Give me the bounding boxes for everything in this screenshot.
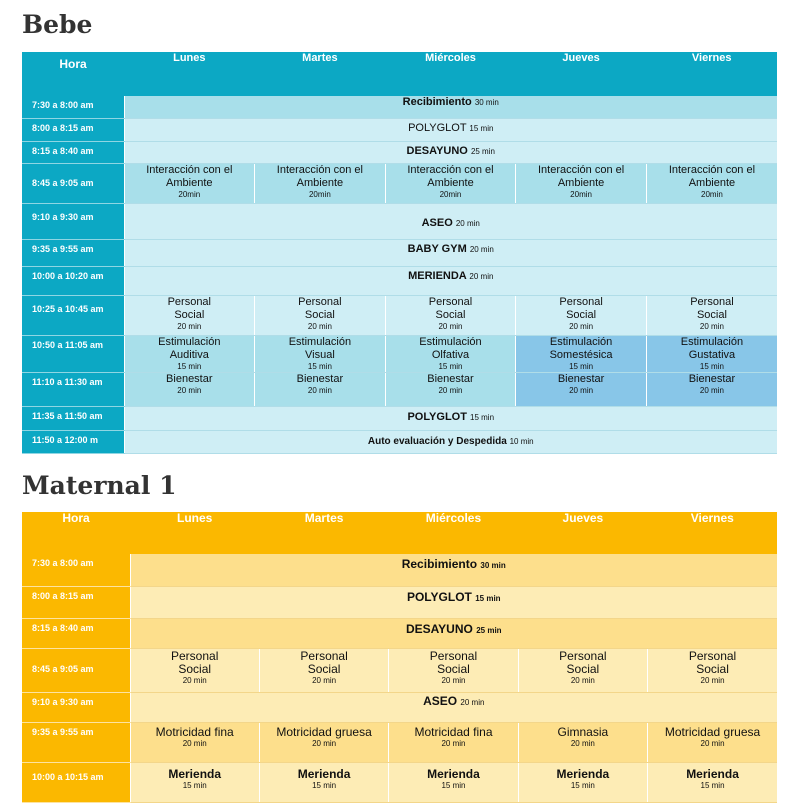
activity-cell — [516, 163, 647, 203]
time-cell: 8:45 a 9:05 am — [22, 648, 130, 692]
activity-label: ASEO — [421, 216, 453, 229]
activity-cell — [124, 372, 255, 406]
activity-cell — [385, 335, 516, 372]
activity-cell — [385, 372, 516, 406]
time-cell: 10:00 a 10:20 am — [22, 266, 124, 295]
section-title-maternal: Maternal 1 — [22, 471, 177, 500]
activity-duration: 20 min — [307, 385, 332, 395]
activity-cell — [259, 722, 388, 762]
activity-line1: Estimulación — [680, 335, 744, 348]
activity-cell — [646, 335, 777, 372]
activity-cell — [259, 762, 388, 802]
activity-line1: Estimulación — [419, 335, 482, 348]
activity-label: ASEO — [423, 693, 458, 708]
activity-duration: 20min — [570, 189, 592, 199]
activity-line2: Somestésica — [549, 348, 613, 361]
time-cell: 7:30 a 8:00 am — [22, 554, 130, 586]
activity-line2: Social — [566, 308, 597, 321]
activity-cell — [648, 722, 777, 762]
time-cell: 8:15 a 8:40 am — [22, 618, 130, 648]
activity-duration: 20 min — [182, 675, 207, 685]
activity-duration: 20 min — [182, 738, 207, 748]
activity-duration: 20min — [439, 189, 462, 199]
activity-duration: 15 min — [182, 780, 207, 790]
schedule-table-bebe — [22, 52, 777, 454]
activity-line1: Motricidad gruesa — [276, 724, 372, 739]
activity-duration: 20 min — [469, 244, 494, 254]
activity-cell — [130, 692, 777, 722]
activity-cell — [124, 266, 777, 295]
activity-cell — [130, 762, 259, 802]
activity-label: POLYGLOT — [407, 410, 467, 423]
activity-duration: 30 min — [480, 561, 506, 570]
header-viernes: Viernes — [646, 52, 777, 96]
table-row — [22, 722, 777, 762]
activity-cell — [130, 554, 777, 586]
activity-duration: 20 min — [699, 321, 724, 331]
header-martes: Martes — [259, 512, 388, 554]
activity-cell — [518, 722, 647, 762]
table-row — [22, 618, 777, 648]
table-row — [22, 239, 777, 266]
activity-line1: Personal — [429, 648, 478, 663]
time-cell: 8:45 a 9:05 am — [22, 163, 124, 203]
activity-duration: 15 min — [699, 361, 724, 371]
activity-label: Recibimiento — [401, 557, 478, 571]
activity-line1: Personal — [300, 648, 348, 663]
activity-cell — [259, 648, 388, 692]
activity-cell — [130, 618, 777, 648]
table-row — [22, 762, 777, 802]
activity-cell — [124, 430, 777, 453]
table-row — [22, 692, 777, 722]
table-row — [22, 335, 777, 372]
activity-line1: Personal — [298, 295, 342, 308]
time-cell: 8:15 a 8:40 am — [22, 141, 124, 163]
activity-duration: 20 min — [570, 738, 595, 748]
activity-cell — [124, 295, 255, 335]
activity-duration: 20 min — [438, 321, 463, 331]
activity-cell — [516, 295, 647, 335]
time-cell: 9:10 a 9:30 am — [22, 692, 130, 722]
activity-duration: 20min — [701, 189, 723, 199]
activity-cell — [385, 163, 516, 203]
header-lunes: Lunes — [124, 52, 255, 96]
activity-line1: Bienestar — [557, 372, 605, 385]
time-cell: 9:35 a 9:55 am — [22, 239, 124, 266]
activity-cell — [255, 335, 386, 372]
table-row — [22, 295, 777, 335]
activity-duration: 15 min — [469, 123, 494, 133]
table-row — [22, 430, 777, 453]
activity-duration: 20 min — [312, 738, 337, 748]
table-row — [22, 96, 777, 118]
activity-duration: 20 min — [460, 697, 485, 707]
time-cell: 11:50 a 12:00 m — [22, 430, 124, 453]
activity-duration: 20min — [178, 189, 201, 199]
header-jueves: Jueves — [518, 512, 647, 554]
activity-line2: Ambiente — [688, 176, 736, 189]
table-row — [22, 648, 777, 692]
activity-duration: 20 min — [438, 385, 463, 395]
activity-line2: Social — [304, 308, 335, 321]
activity-duration: 15 min — [569, 361, 594, 371]
activity-duration: 20 min — [441, 738, 466, 748]
table-row — [22, 406, 777, 430]
time-cell: 11:10 a 11:30 am — [22, 372, 124, 406]
time-cell: 10:50 a 11:05 am — [22, 335, 124, 372]
activity-line1: Personal — [688, 648, 737, 663]
activity-line1: Interacción con el — [537, 163, 625, 176]
activity-duration: 20 min — [312, 675, 337, 685]
header-hora: Hora — [22, 52, 124, 96]
activity-line1: Bienestar — [688, 372, 736, 385]
activity-cell — [389, 722, 518, 762]
activity-cell — [389, 648, 518, 692]
table-row — [22, 141, 777, 163]
activity-line2: Auditiva — [169, 348, 209, 361]
activity-cell — [255, 372, 386, 406]
table-row — [22, 554, 777, 586]
activity-cell — [255, 295, 386, 335]
activity-line1: Bienestar — [427, 372, 474, 385]
activity-cell — [124, 118, 777, 141]
activity-duration: 20 min — [569, 385, 594, 395]
activity-label: BABY GYM — [407, 242, 467, 255]
activity-duration: 20 min — [699, 385, 724, 395]
activity-cell — [255, 163, 386, 203]
activity-line2: Ambiente — [166, 176, 213, 189]
activity-duration: 15 min — [177, 361, 202, 371]
activity-line2: Ambiente — [427, 176, 474, 189]
activity-label: DESAYUNO — [405, 621, 473, 636]
header-miercoles: Miércoles — [385, 52, 516, 96]
activity-line1: Bienestar — [166, 372, 213, 385]
activity-label: MERIENDA — [408, 269, 467, 282]
activity-line1: Interacción con el — [146, 163, 233, 176]
activity-label: Recibimiento — [402, 96, 472, 108]
activity-line1: Merienda — [427, 766, 480, 781]
activity-line2: Social — [174, 308, 205, 321]
activity-cell — [130, 648, 259, 692]
activity-cell — [124, 335, 255, 372]
activity-cell — [124, 239, 777, 266]
activity-duration: 20 min — [441, 675, 466, 685]
activity-line2: Ambiente — [296, 176, 344, 189]
activity-duration: 15 min — [438, 361, 463, 371]
activity-cell — [124, 96, 777, 118]
time-cell: 7:30 a 8:00 am — [22, 96, 124, 118]
activity-cell — [124, 203, 777, 239]
table-header-row — [22, 52, 777, 96]
activity-line1: Merienda — [556, 766, 610, 781]
activity-line2: Social — [178, 661, 212, 676]
activity-line2: Ambiente — [557, 176, 605, 189]
activity-duration: 20min — [308, 189, 331, 199]
activity-line1: Estimulación — [549, 335, 613, 348]
activity-duration: 15 min — [700, 780, 725, 790]
activity-line2: Social — [696, 308, 727, 321]
activity-label: POLYGLOT — [406, 589, 472, 604]
activity-duration: 20 min — [700, 738, 725, 748]
activity-duration: 25 min — [470, 146, 495, 156]
section-title-bebe: Bebe — [22, 10, 93, 39]
activity-line2: Social — [566, 661, 600, 676]
header-miercoles: Miércoles — [389, 512, 518, 554]
activity-duration: 15 min — [470, 412, 495, 422]
activity-line2: Social — [307, 661, 341, 676]
activity-line1: Bienestar — [296, 372, 344, 385]
table-header-row — [22, 512, 777, 554]
activity-cell — [518, 648, 647, 692]
activity-line1: Personal — [690, 295, 734, 308]
activity-cell — [646, 372, 777, 406]
activity-line1: Personal — [167, 295, 211, 308]
header-lunes: Lunes — [130, 512, 259, 554]
table-row — [22, 203, 777, 239]
activity-cell — [516, 335, 647, 372]
activity-cell — [124, 141, 777, 163]
activity-duration: 10 min — [509, 436, 534, 446]
time-cell: 10:00 a 10:15 am — [22, 762, 130, 802]
header-hora: Hora — [22, 512, 130, 554]
activity-line2: Olfativa — [431, 348, 470, 361]
activity-duration: 15 min — [312, 780, 337, 790]
activity-line1: Merienda — [297, 766, 351, 781]
activity-duration: 20 min — [469, 271, 494, 281]
activity-line1: Motricidad fina — [155, 724, 234, 739]
activity-duration: 20 min — [455, 218, 480, 228]
activity-line2: Social — [435, 308, 466, 321]
activity-cell — [124, 163, 255, 203]
table-row — [22, 163, 777, 203]
activity-line1: Gimnasia — [557, 724, 609, 739]
activity-cell — [646, 295, 777, 335]
time-cell: 9:35 a 9:55 am — [22, 722, 130, 762]
activity-line1: Interacción con el — [407, 163, 494, 176]
activity-line1: Personal — [559, 648, 607, 663]
activity-cell — [648, 648, 777, 692]
header-martes: Martes — [255, 52, 386, 96]
activity-duration: 20 min — [177, 321, 202, 331]
activity-duration: 15 min — [475, 593, 501, 603]
activity-line2: Social — [696, 661, 729, 676]
time-cell: 11:35 a 11:50 am — [22, 406, 124, 430]
activity-duration: 20 min — [700, 675, 725, 685]
table-row — [22, 372, 777, 406]
activity-cell — [124, 406, 777, 430]
activity-line1: Motricidad fina — [414, 724, 493, 739]
activity-cell — [646, 163, 777, 203]
activity-duration: 15 min — [441, 780, 466, 790]
activity-line1: Interacción con el — [668, 163, 756, 176]
table-row — [22, 118, 777, 141]
activity-cell — [648, 762, 777, 802]
activity-line1: Estimulación — [158, 335, 221, 348]
time-cell: 8:00 a 8:15 am — [22, 118, 124, 141]
activity-duration: 20 min — [569, 321, 594, 331]
activity-cell — [518, 762, 647, 802]
activity-line1: Personal — [171, 648, 219, 663]
activity-line1: Personal — [559, 295, 603, 308]
activity-label: POLYGLOT — [408, 121, 467, 134]
activity-cell — [130, 722, 259, 762]
activity-line1: Merienda — [686, 766, 739, 781]
schedule-table-maternal — [22, 512, 777, 803]
activity-label: Auto evaluación y Despedida — [367, 435, 507, 447]
activity-duration: 20 min — [177, 385, 202, 395]
header-jueves: Jueves — [516, 52, 647, 96]
activity-line2: Social — [437, 661, 470, 676]
activity-duration: 15 min — [570, 780, 595, 790]
activity-duration: 15 min — [307, 361, 332, 371]
activity-duration: 25 min — [476, 625, 502, 635]
header-viernes: Viernes — [648, 512, 777, 554]
activity-line1: Interacción con el — [276, 163, 363, 176]
activity-cell — [516, 372, 647, 406]
table-row — [22, 266, 777, 295]
time-cell: 9:10 a 9:30 am — [22, 203, 124, 239]
activity-line2: Gustativa — [688, 348, 736, 361]
activity-line1: Merienda — [168, 766, 222, 781]
activity-cell — [389, 762, 518, 802]
time-cell: 8:00 a 8:15 am — [22, 586, 130, 618]
time-cell: 10:25 a 10:45 am — [22, 295, 124, 335]
activity-duration: 30 min — [474, 98, 499, 107]
activity-duration: 20 min — [570, 675, 595, 685]
activity-duration: 20 min — [307, 321, 332, 331]
activity-cell — [130, 586, 777, 618]
activity-line2: Visual — [305, 348, 335, 361]
table-row — [22, 586, 777, 618]
activity-line1: Estimulación — [288, 335, 352, 348]
activity-line1: Motricidad gruesa — [664, 724, 761, 739]
activity-line1: Personal — [428, 295, 473, 308]
activity-label: DESAYUNO — [406, 144, 468, 157]
activity-cell — [385, 295, 516, 335]
